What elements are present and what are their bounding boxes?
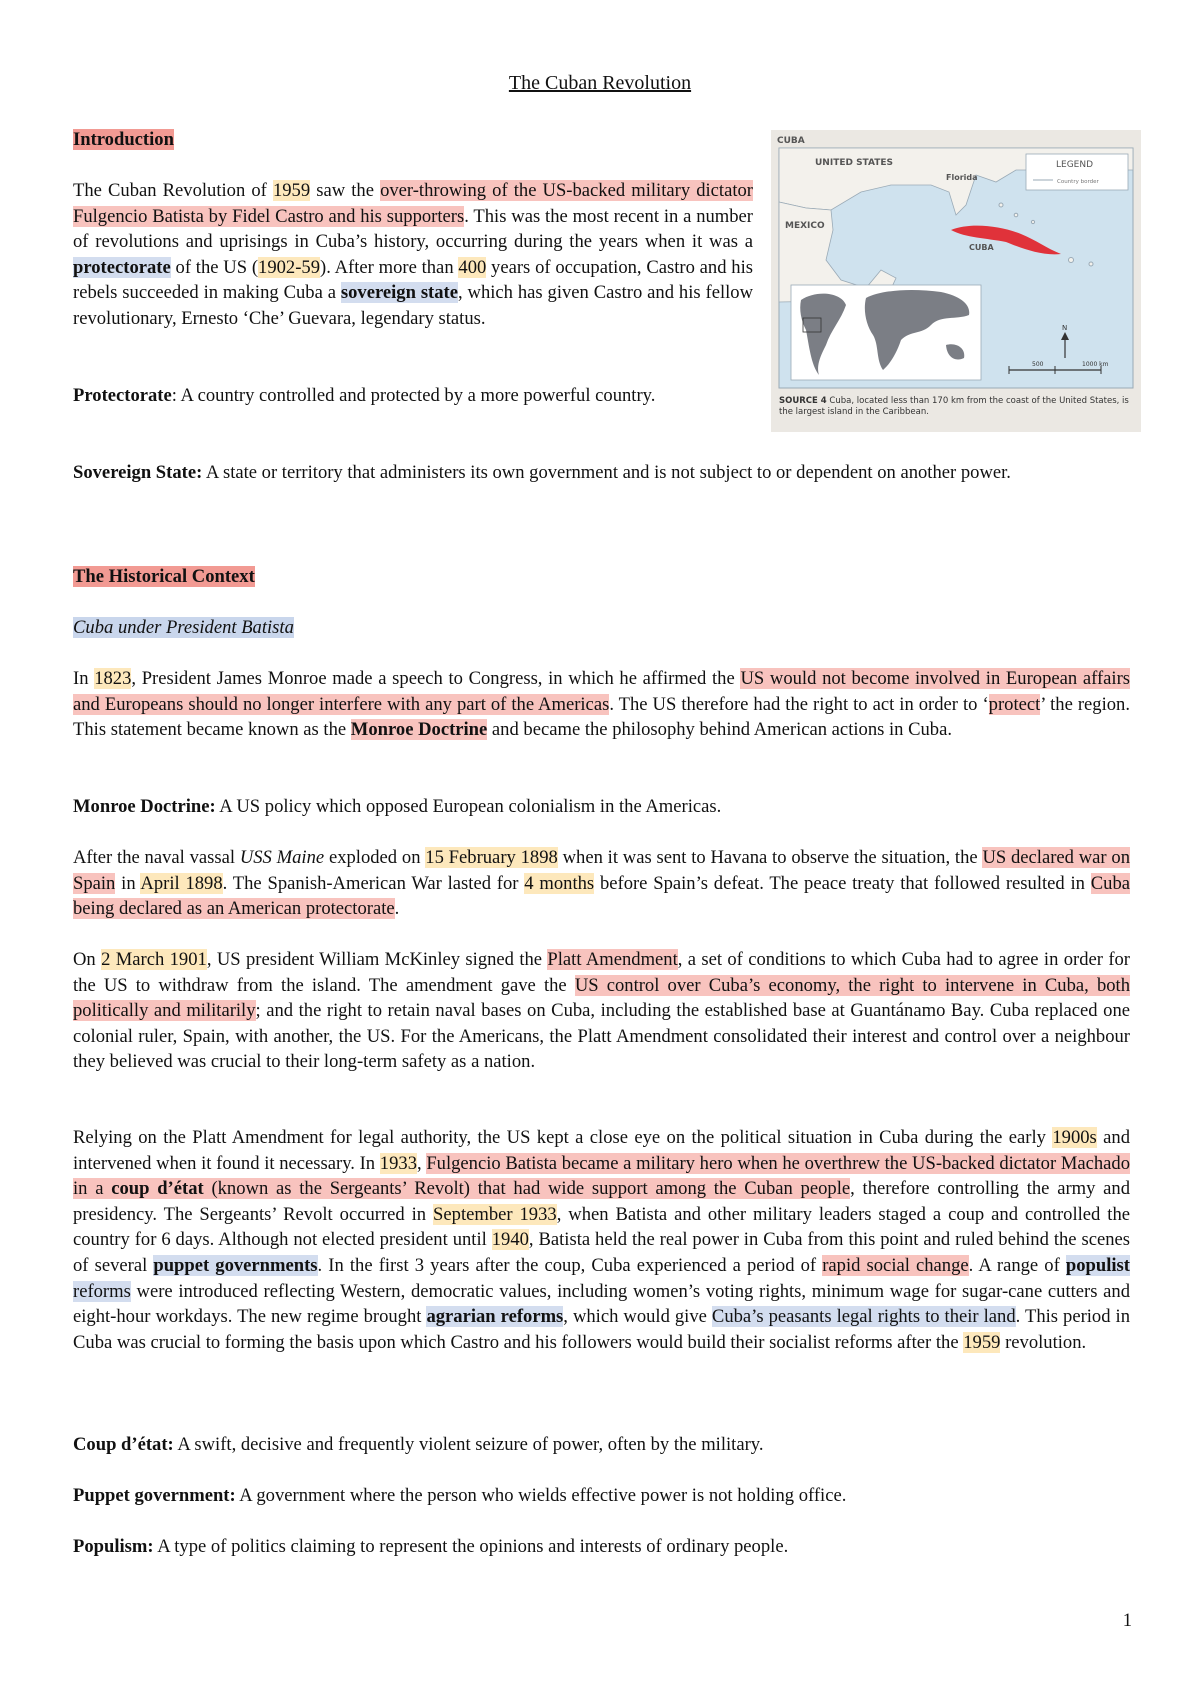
paragraph-batista-rise: [73, 1125, 1130, 1355]
text-run: in: [115, 872, 141, 894]
highlight-year: 1900s: [1052, 1127, 1097, 1148]
text-run: were introduced reflecting Western, democratic values, including women’s voting rights, minimum wage for sugar-cane cutters and eight-hour workdays. The new regime brought: [73, 1280, 1130, 1328]
text-run: ,: [416, 1152, 427, 1174]
text-run: In: [73, 668, 95, 689]
map-graphic: [771, 130, 1141, 392]
text-run: ’ the region. This statement became known as the: [73, 693, 1130, 741]
text-run: , a set of conditions to which Cuba had to agree in order for the US to withdraw from the island. The amendment gave the: [73, 949, 1130, 996]
text-run: . The Spanish-American War lasted for: [222, 872, 525, 894]
text-run: before Spain’s defeat. The peace treaty that followed resulted in: [594, 872, 1091, 894]
text-run: , when Batista and other military leaders staged a coup and controlled the country for 6 days. Although not elected president until: [73, 1203, 1130, 1251]
highlight-date: September 1933: [433, 1203, 557, 1225]
text-run: . The US therefore had the right to act in order to ‘: [609, 693, 989, 715]
highlight-years: 1902-59: [258, 256, 321, 278]
definition-text: : A country controlled and protected by a more powerful country.: [171, 385, 656, 406]
highlight-key-event: rapid social change: [822, 1254, 969, 1276]
text-run: revolution.: [1000, 1331, 1087, 1353]
definition-text: A government where the person who wields effective power is not holding office.: [235, 1485, 847, 1506]
definition-term: Protectorate: [73, 385, 172, 406]
map-label-mexico: MEXICO: [785, 221, 825, 231]
text-run: . This was the most recent in a number of revolutions and uprisings in Cuba’s history, occurring during the years when it was a: [73, 205, 754, 253]
map-label-united-states: UNITED STATES: [815, 158, 894, 168]
paragraph-spanish-american-war: [73, 845, 1130, 922]
text-run: of the US (: [170, 256, 259, 278]
section-heading-historical-context: [73, 564, 1130, 590]
text-run: exploded on: [324, 847, 426, 868]
text-run: years of occupation, Castro and his rebels succeeded in making Cuba a: [73, 256, 753, 304]
definition-populism: [73, 1534, 1130, 1560]
highlight-year: 1933: [379, 1152, 417, 1174]
text-run: ; and the right to retain naval bases on Cuba, including the established base at Guantánamo Bay. Cuba replaced one colonial ruler, Spain, with another, the US. For the Americans, the Platt Amendment consolidated their interest and control over a neighbour they believed was crucial to their long-term safety as a nation.: [73, 1000, 1130, 1073]
text-run: , US president William McKinley signed the: [206, 949, 548, 970]
text-run: saw the: [310, 180, 381, 201]
definition-text: A US policy which opposed European colonialism in the Americas.: [215, 796, 722, 817]
text-run: The Cuban Revolution of: [73, 180, 273, 201]
map-caption-text: Cuba, located less than 170 km from the coast of the United States, is the largest island in the Caribbean.: [779, 396, 1129, 417]
highlight-number: 400: [458, 256, 487, 278]
map-caption-source: SOURCE 4: [779, 396, 827, 406]
map-caption: [779, 396, 1129, 418]
map-legend-title: LEGEND: [1056, 160, 1094, 170]
document-title: The Cuban Revolution: [508, 72, 692, 94]
highlight-date: 2 March 1901: [101, 949, 207, 970]
text-run: . In the first 3 years after the coup, Cuba experienced a period of: [317, 1254, 823, 1276]
definition-monroe-doctrine: [73, 794, 1130, 820]
definition-term: Puppet government:: [73, 1485, 236, 1506]
text-run: , Batista held the real power in Cuba from this point and ruled behind the scenes of several: [73, 1229, 1130, 1276]
historical-context-heading: The Historical Context: [73, 566, 255, 587]
highlight-key-event: (known as the Sergeants’ Revolt) that had wide support among the Cuban people: [203, 1178, 851, 1200]
map-legend-item: Country border: [1057, 179, 1099, 185]
definition-term: Populism:: [73, 1536, 154, 1557]
highlight-term-sovereign: sovereign state: [340, 282, 458, 304]
definition-text: A state or territory that administers its own government and is not subject to or dependent on another power.: [202, 462, 1011, 483]
text-run: , which has given Castro and his fellow revolutionary, Ernesto ‘Che’ Guevara, legendary status.: [73, 282, 754, 329]
highlight-key-event: US declared war on Spain: [73, 847, 1131, 894]
text-run: . This period in Cuba was crucial to forming the basis upon which Castro and his followers would build their socialist reforms after the: [73, 1306, 1130, 1353]
highlight-term-populist: populist: [1065, 1254, 1130, 1276]
highlight-word: reforms: [73, 1280, 131, 1302]
map-north-label: N: [1062, 324, 1068, 332]
definition-text: A swift, decisive and frequently violent seizure of power, often by the military.: [173, 1434, 764, 1455]
definition-puppet-government: [73, 1483, 1130, 1509]
highlight-key-event: Fulgencio Batista became a military hero when he overthrew the US-backed dictator Machado in a: [73, 1152, 1130, 1200]
subheading-batista: [73, 615, 1130, 641]
text-run: ). After more than: [320, 256, 459, 278]
text-run: . A range of: [968, 1254, 1066, 1276]
paragraph-monroe: [73, 666, 1130, 743]
cuba-under-batista-subheading: Cuba under President Batista: [73, 617, 294, 638]
highlight-term-puppet: puppet governments: [153, 1254, 318, 1276]
text-run: After the naval vassal: [73, 847, 240, 868]
introduction-paragraph: [73, 178, 753, 332]
introduction-heading: Introduction: [73, 129, 174, 150]
highlight-term-coup: coup d’état: [111, 1178, 204, 1200]
highlight-date: April 1898: [140, 872, 223, 894]
definition-term: Monroe Doctrine:: [73, 796, 216, 817]
map-scale-1000: 1000 km: [1082, 361, 1109, 368]
text-run: , which would give: [563, 1306, 712, 1328]
highlight-key-term: Platt Amendment: [547, 949, 678, 970]
highlight-key-event: US would not become involved in European affairs and Europeans should no longer interfere with any part of the Americas: [73, 668, 1130, 715]
cuba-map-figure: [771, 130, 1141, 432]
map-corner-label: CUBA: [777, 136, 805, 146]
page-number: 1: [1122, 1610, 1132, 1631]
definition-text: A type of politics claiming to represent the opinions and interests of ordinary people.: [153, 1536, 789, 1557]
highlight-date: 15 February 1898: [425, 847, 558, 868]
map-scale-500: 500: [1032, 361, 1044, 368]
definition-sovereign-state: [73, 460, 1130, 486]
text-run: .: [394, 898, 400, 920]
map-label-florida: Florida: [946, 173, 978, 182]
text-run: On: [73, 949, 102, 970]
highlight-key-point: Cuba’s peasants legal rights to their land: [711, 1306, 1016, 1328]
map-label-cuba: CUBA: [969, 243, 994, 252]
highlight-year: 1823: [94, 668, 132, 689]
definition-protectorate: [73, 383, 753, 409]
ship-name: USS Maine: [239, 847, 325, 868]
text-run: Relying on the Platt Amendment for legal authority, the US kept a close eye on the political situation in Cuba during the early: [73, 1127, 1053, 1148]
definition-term: Coup d’état:: [73, 1434, 174, 1455]
highlight-key-event: US control over Cuba’s economy, the right to intervene in Cuba, both politically and militarily: [73, 974, 1130, 1022]
highlight-word: protect: [988, 693, 1041, 715]
highlight-year: 1959: [272, 180, 311, 201]
highlight-year: 1959: [963, 1331, 1001, 1353]
highlight-year: 1940: [491, 1229, 529, 1251]
highlight-term-agrarian: agrarian reforms: [426, 1306, 564, 1328]
highlight-duration: 4 months: [524, 872, 595, 894]
definition-term: Sovereign State:: [73, 462, 203, 483]
text-run: and intervened when it found it necessary. In: [73, 1127, 1131, 1174]
definition-coup-detat: [73, 1432, 1130, 1458]
highlight-term-monroe: Monroe Doctrine: [350, 719, 488, 741]
text-run: when it was sent to Havana to observe the situation, the: [557, 847, 983, 868]
text-run: , therefore controlling the army and presidency. The Sergeants’ Revolt occurred in: [73, 1178, 1130, 1225]
highlight-key-event: over-throwing of the US-backed military dictator Fulgencio Batista by Fidel Castro and his supporters: [73, 180, 753, 227]
text-run: , President James Monroe made a speech to Congress, in which he affirmed the: [131, 668, 741, 689]
text-run: and became the philosophy behind American actions in Cuba.: [487, 719, 953, 741]
highlight-key-event: Cuba being declared as an American protectorate: [73, 872, 1131, 920]
paragraph-platt-amendment: [73, 947, 1130, 1075]
highlight-term-protectorate: protectorate: [73, 256, 171, 278]
